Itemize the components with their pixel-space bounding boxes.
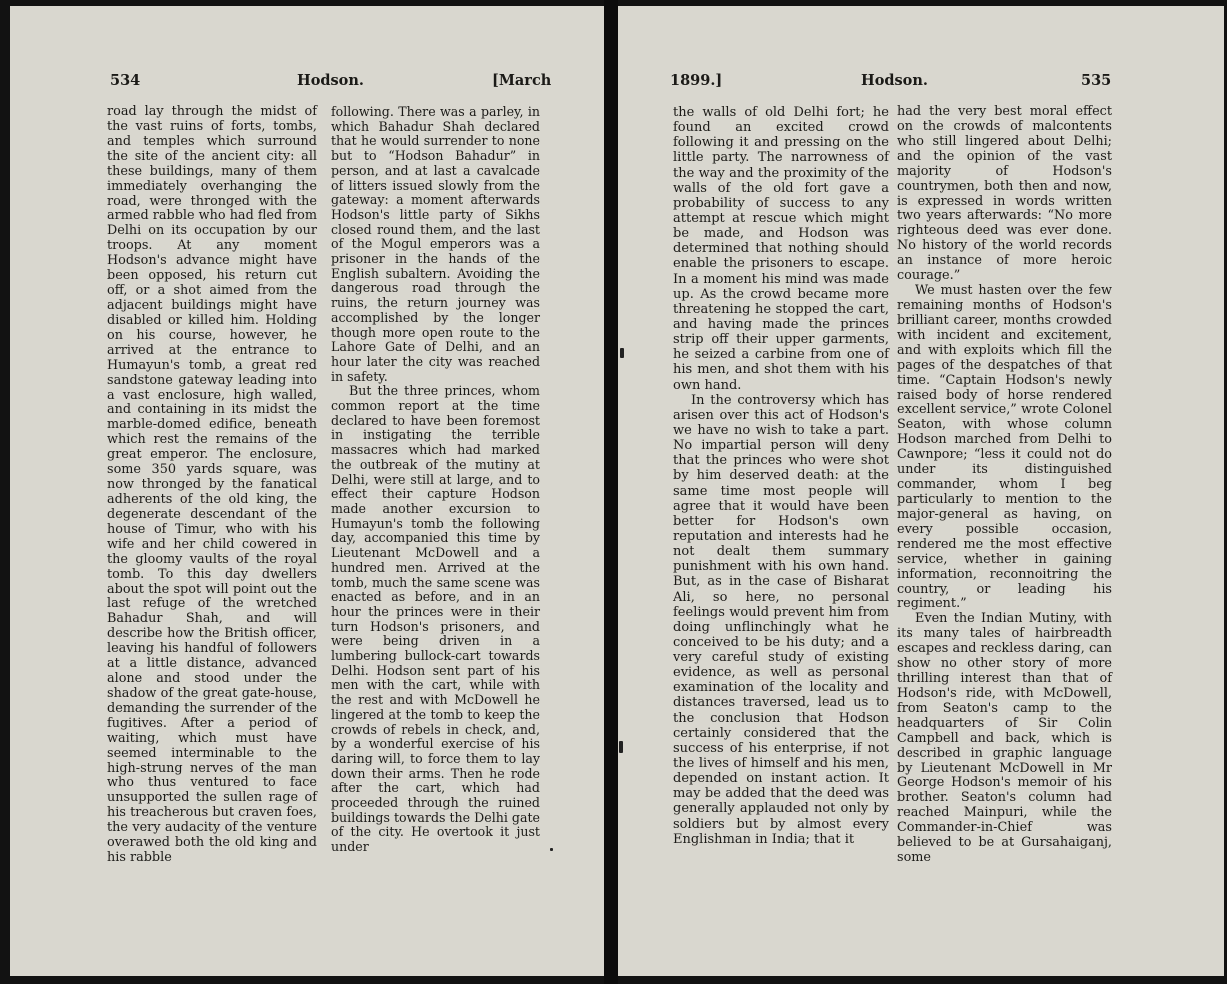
text-column-right xyxy=(331,105,540,855)
paragraph: In the controversy which has arisen over this act of Hodson's we have no wish to take a part. No impartial person will deny that the princes who were shot by him deserved death: at the same time most people will agree that it would have been better for Hodson's own reputation and interests had he not dealt them summary punishment with his own hand. But, as in the case of Bisharat Ali, so here, no personal feelings would prevent him from doing unflinchingly what he conceived to be his duty; and a very careful study of existing evidence, as well as personal examination of the locality and distances traversed, lead us to the conclusion that Hodson certainly considered that the success of his enterprise, if not the lives of himself and his men, depended on instant action. It may be added that the deed was generally applauded not only by soldiers but by almost every Englishman in India; that it xyxy=(673,392,889,847)
binding-mark xyxy=(620,348,624,358)
book-gutter xyxy=(604,0,618,984)
paragraph: the walls of old Delhi fort; he found an excited crowd following it and pressing on the little party. The narrowness of the way and the proximity of the walls of the old fort gave a probability of success to any attempt at rescue which might be made, and Hodson was determined that nothing should enable the prisoners to escape. In a moment his mind was made up. As the crowd became more threatening he stopped the cart, and having made the princes strip off their upper garments, he seized a carbine from one of his men, and shot them with his own hand. xyxy=(673,105,889,393)
paragraph: following. There was a parley, in which Bahadur Shah declared that he would surrender to none but to “Hodson Bahadur” in person, and at last a cavalcade of litters issued slowly from the gateway: a moment afterwards Hodson's little party of Sikhs closed round them, and the last of the Mogul emperors was a prisoner in the hands of the English subaltern. Avoiding the dangerous road through the ruins, the return journey was accomplished by the longer though more open route to the Lahore Gate of Delhi, and an hour later the city was reached in safety. xyxy=(331,104,540,384)
paragraph: road lay through the midst of the vast ruins of forts, tombs, and temples which surround the site of the ancient city: all these buildings, many of them immediately overhanging the road, were thronged with the armed rabble who had fled from Delhi on its occupation by our troops. At any moment Hodson's advance might have been opposed, his return cut off, or a shot aimed from the adjacent buildings might have disabled or killed him. Holding on his course, however, he arrived at the entrance to Humayun's tomb, a great red sandstone gateway leading into a vast enclosure, high walled, and containing in its midst the marble-domed edifice, beneath which rest the remains of the great emperor. The enclosure, some 350 yards square, was now thronged by the fanatical adherents of the old king, the degenerate descendant of the house of Timur, who with his wife and her child cowered in the gloomy vaults of the royal tomb. To this day dwellers about the spot will point out the last refuge of the wretched Bahadur Shah, and will describe how the British officer, leaving his handful of followers at a little distance, advanced alone and stood under the shadow of the great gate-house, demanding the surrender of the fugitives. After a period of waiting, which must have seemed interminable to the high-strung nerves of the man who thus ventured to face unsupported the sullen rage of his treacherous but craven foes, the very audacity of the venture overawed both the old king and his rabble xyxy=(107,104,317,866)
text-column-right xyxy=(897,105,1112,866)
text-column-left xyxy=(107,105,317,866)
page-number: 535 xyxy=(1081,72,1112,89)
ink-speck xyxy=(550,848,553,851)
binding-mark xyxy=(619,741,623,753)
running-title: Hodson. xyxy=(297,72,364,89)
running-date: 1899.] xyxy=(670,72,723,89)
right-page xyxy=(618,6,1224,976)
text-column-left xyxy=(673,105,889,847)
running-title: Hodson. xyxy=(861,72,928,89)
paragraph: had the very best moral effect on the crowds of malcontents who still lingered about Delhi; and the opinion of the vast majority of Hodson's countrymen, both then and now, is expressed in words written two years afterwards: “No more righteous deed was ever done. No history of the world records an instance of more heroic courage.” xyxy=(897,104,1112,284)
paragraph: But the three princes, whom common report at the time declared to have been foremost in instigating the terrible massacres which had marked the outbreak of the mutiny at Delhi, were still at large, and to effect their capture Hodson made another excursion to Humayun's tomb the following day, accompanied this time by Lieutenant McDowell and a hundred men. Arrived at the tomb, much the same scene was enacted as before, and in an hour the princes were in their turn Hodson's prisoners, and were being driven in a lumbering bullock-cart towards Delhi. Hodson sent part of his men with the cart, while with the rest and with McDowell he lingered at the tomb to keep the crowds of rebels in check, and, by a wonderful exercise of his daring will, to force them to lay down their arms. Then he rode after the cart, which had proceeded through the ruined buildings towards the Delhi gate of the city. He overtook it just under xyxy=(331,383,540,855)
left-page xyxy=(10,6,612,976)
page-number: 534 xyxy=(110,72,141,89)
running-date: [March xyxy=(492,72,552,89)
paragraph: Even the Indian Mutiny, with its many tales of hairbreadth escapes and reckless daring, can show no other story of more thrilling interest than that of Hodson's ride, with McDowell, from Seaton's camp to the headquarters of Sir Colin Campbell and back, which is described in graphic language by Lieutenant McDowell in Mr George Hodson's memoir of his brother. Seaton's column had reached Mainpuri, while the Commander-in-Chief was believed to be at Gursahaiganj, some xyxy=(897,611,1112,866)
paragraph: We must hasten over the few remaining months of Hodson's brilliant career, months crowded with incident and excitement, and with exploits which fill the pages of the despatches of that time. “Captain Hodson's newly raised body of horse rendered excellent service,” wrote Colonel Seaton, with whose column Hodson marched from Delhi to Cawnpore; “less it could not do under its distinguished commander, whom I beg particularly to mention to the major-general as having, on every possible occasion, rendered me the most effective service, whether in gaining information, reconnoitring the country, or leading his regiment.” xyxy=(897,283,1112,612)
